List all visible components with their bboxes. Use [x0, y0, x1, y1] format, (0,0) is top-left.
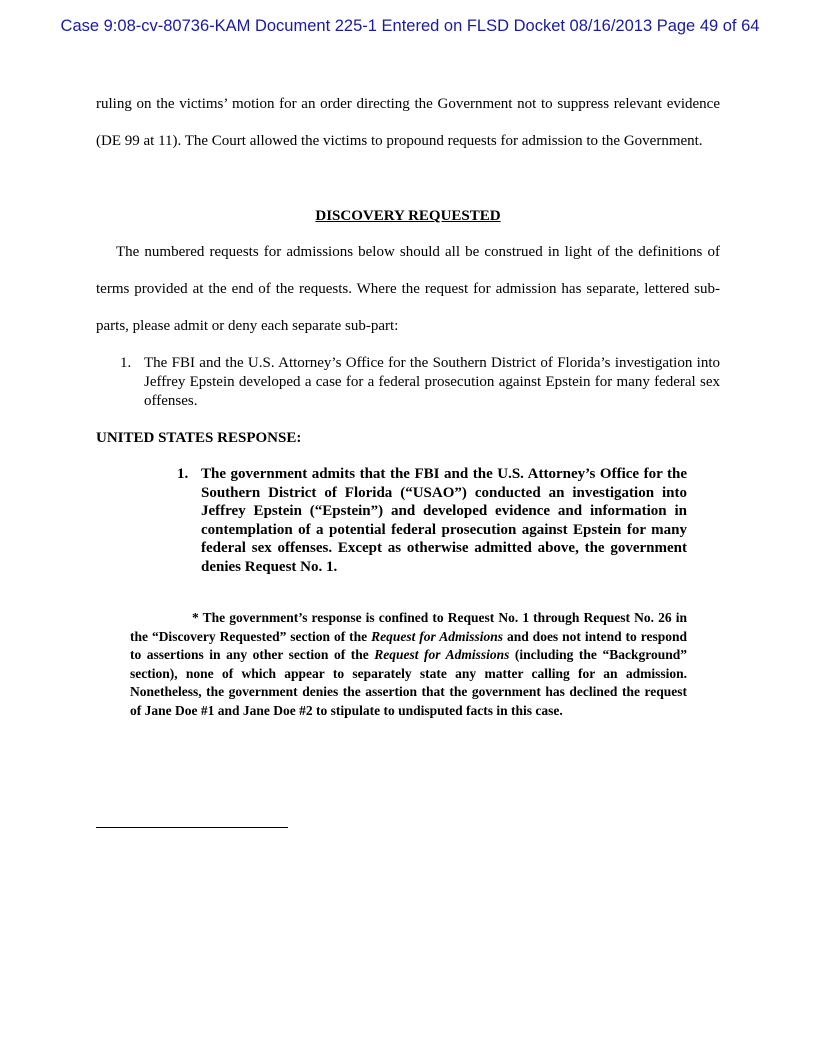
note-italic-1: Request for Admissions: [371, 628, 504, 644]
section-heading-discovery-requested: DISCOVERY REQUESTED: [315, 208, 501, 224]
response-text: The government admits that the FBI and the U.S. Attorney’s Office for the Southern District of Florida (“USAO”) conducted an investigation into Jeffrey Epstein (“Epstein”) and developed evidence and information in contemplation of a potential federal prosecution against Epstein for many federal sex offenses. Except as otherwise admitted above, the government denies Request No. 1.: [201, 466, 687, 575]
response-item-1: [177, 465, 687, 576]
note-italic-2: Request for Admissions: [374, 647, 510, 662]
response-number: 1.: [177, 466, 189, 482]
footnote-separator: [96, 827, 288, 828]
request-text: The FBI and the U.S. Attorney’s Office for the Southern District of Florida’s investigation into Jeffrey Epstein developed a case for a federal prosecution against Epstein for many federal sex offenses.: [144, 355, 720, 409]
note-part-3: (including the “Background” section), none of which appear to separately state any matter calling for an admission. Nonetheless, the government denies the assertion that the government has declined the request of Jane Doe #1 and Jane Doe #2 to stipulate to undisputed facts in this case.: [130, 647, 687, 718]
note-part-1: * The government’s response is confined to Request No. 1 through Request No. 26 in the “Discovery Requested” section of the: [130, 610, 687, 644]
note-part-2: and does not intend to respond to assertions in any other section of the: [130, 628, 687, 662]
paragraph-1: ruling on the victims’ motion for an order directing the Government not to suppress relevant evidence (DE 99 at 11). The Court allowed the victims to propound requests for admission to the Government.: [96, 96, 720, 149]
response-scope-note: [130, 609, 687, 720]
request-item-1: [120, 354, 720, 411]
paragraph-2: The numbered requests for admissions below should all be construed in light of the definitions of terms provided at the end of the requests. Where the request for admission has separate, lettered sub-parts, please admit or deny each separate sub-part:: [96, 244, 720, 334]
request-number: 1.: [120, 355, 132, 371]
response-heading: UNITED STATES RESPONSE:: [96, 430, 302, 446]
docket-header: Case 9:08-cv-80736-KAM Document 225-1 Entered on FLSD Docket 08/16/2013 Page 49 of 64: [60, 17, 760, 35]
